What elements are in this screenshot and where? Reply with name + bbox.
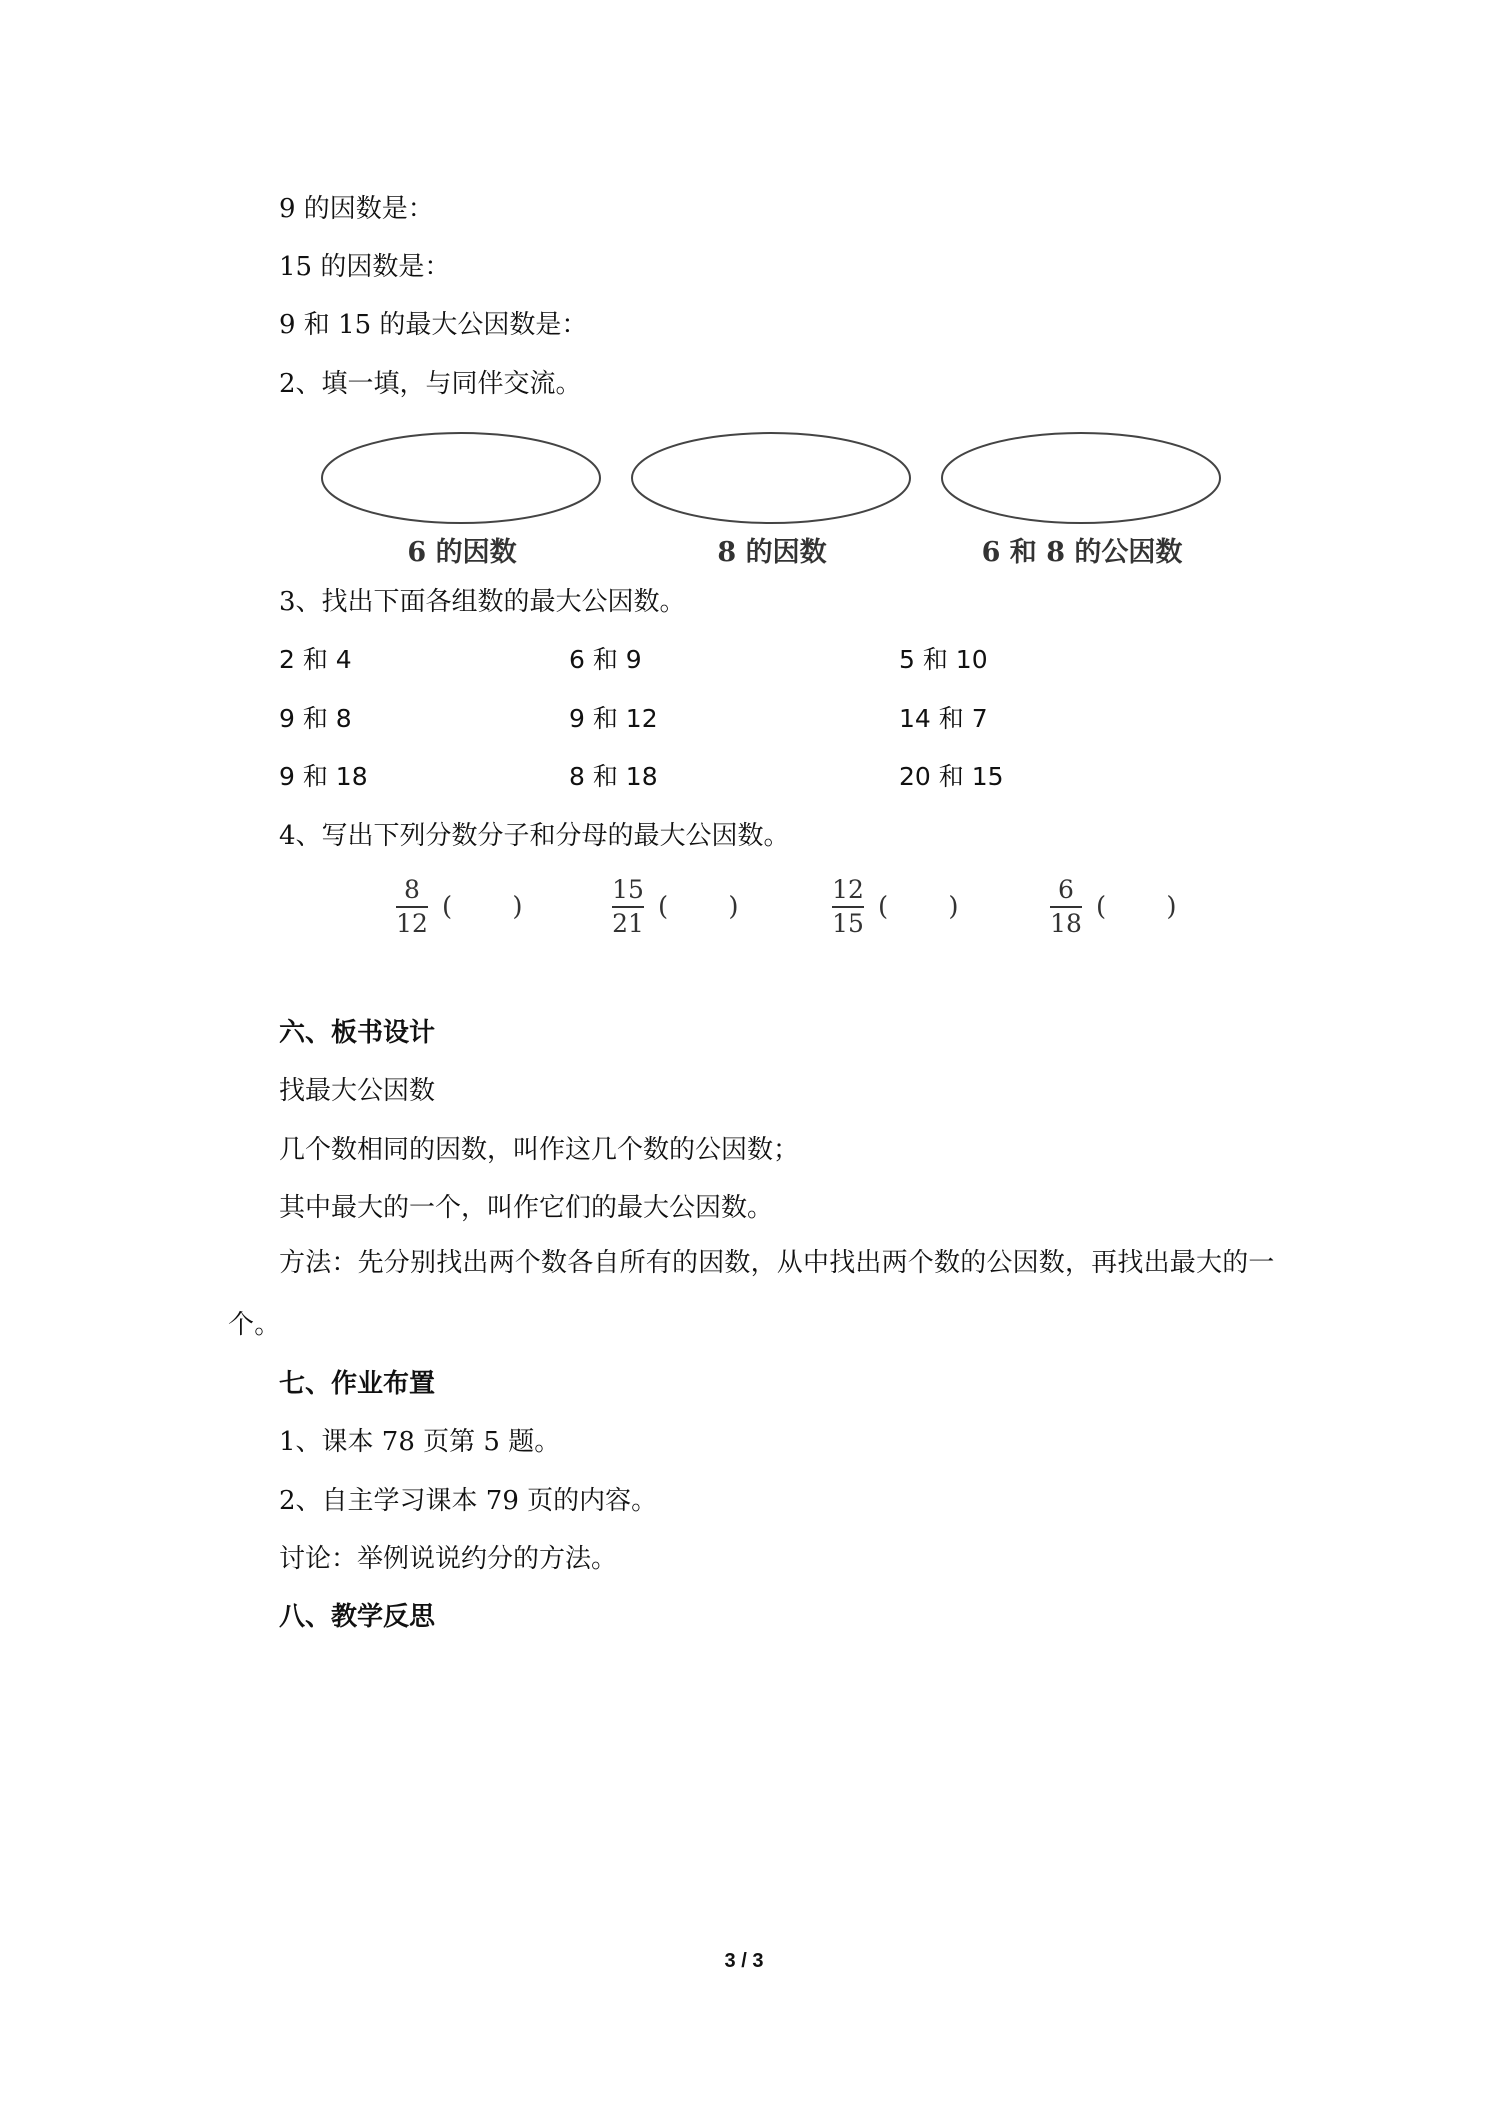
oval-factors-6 [322, 433, 600, 523]
oval-common-factors [942, 433, 1220, 523]
homework-item-1: 1、课本 78 页第 5 题。 [279, 1427, 561, 1457]
homework-item-2: 2、自主学习课本 79 页的内容。 [279, 1486, 658, 1516]
fraction-bar [1050, 906, 1082, 908]
fraction-item [396, 872, 549, 942]
section-heading-board-design: 六、板书设计 [279, 1018, 436, 1048]
denominator: 12 [396, 909, 428, 938]
fraction-bar [832, 906, 864, 908]
numerator: 15 [612, 875, 644, 904]
definition-common-factor: 几个数相同的因数，叫作这几个数的公因数； [279, 1135, 800, 1165]
factors-of-9-line: 9 的因数是： [279, 194, 434, 224]
numerator: 6 [1058, 875, 1074, 904]
fraction-item [832, 872, 985, 942]
fraction [612, 876, 644, 938]
pair-cell: 9 和 8 [279, 704, 352, 733]
numerator: 12 [832, 875, 864, 904]
pair-cell: 9 和 12 [569, 704, 658, 733]
fraction-item [1050, 872, 1203, 942]
numerator: 8 [404, 875, 420, 904]
page-number: 3 / 3 [724, 1950, 764, 1972]
section-heading-homework: 七、作业布置 [279, 1369, 436, 1399]
oval-label-common-factors: 6 和 8 的公因数 [981, 537, 1183, 568]
oval-label-factors-6: 6 的因数 [407, 537, 517, 568]
answer-blank: ( ) [442, 892, 549, 922]
fraction-item [612, 872, 765, 942]
section-heading-reflection: 八、教学反思 [279, 1602, 436, 1632]
factors-of-15-line: 15 的因数是： [279, 252, 451, 282]
q3-prompt: 3、找出下面各组数的最大公因数。 [279, 587, 686, 617]
pair-cell: 6 和 9 [569, 645, 642, 674]
fraction [832, 876, 864, 938]
board-title: 找最大公因数 [279, 1076, 436, 1106]
denominator: 21 [612, 909, 644, 938]
fraction [396, 876, 428, 938]
fraction [1050, 876, 1082, 938]
discussion-line: 讨论：举例说说约分的方法。 [279, 1544, 618, 1574]
answer-blank: ( ) [878, 892, 985, 922]
definition-gcd: 其中最大的一个，叫作它们的最大公因数。 [279, 1193, 774, 1223]
pair-cell: 20 和 15 [899, 762, 1004, 791]
method-paragraph: 方法：先分别找出两个数各自所有的因数，从中找出两个数的公因数，再找出最大的一个。 [228, 1248, 1275, 1340]
fraction-bar [396, 906, 428, 908]
answer-blank: ( ) [658, 892, 765, 922]
oval-label-factors-8: 8 的因数 [717, 537, 827, 568]
oval-factors-8 [632, 433, 910, 523]
gcd-9-15-line: 9 和 15 的最大公因数是： [279, 310, 588, 340]
q4-prompt: 4、写出下列分数分子和分母的最大公因数。 [279, 821, 790, 851]
answer-blank: ( ) [1096, 892, 1203, 922]
pair-cell: 14 和 7 [899, 704, 988, 733]
denominator: 18 [1050, 909, 1082, 938]
pair-cell: 5 和 10 [899, 645, 988, 674]
q2-prompt: 2、填一填，与同伴交流。 [279, 369, 582, 399]
fraction-bar [612, 906, 644, 908]
pair-cell: 8 和 18 [569, 762, 658, 791]
denominator: 15 [832, 909, 864, 938]
pair-cell: 9 和 18 [279, 762, 368, 791]
pair-cell: 2 和 4 [279, 645, 352, 674]
